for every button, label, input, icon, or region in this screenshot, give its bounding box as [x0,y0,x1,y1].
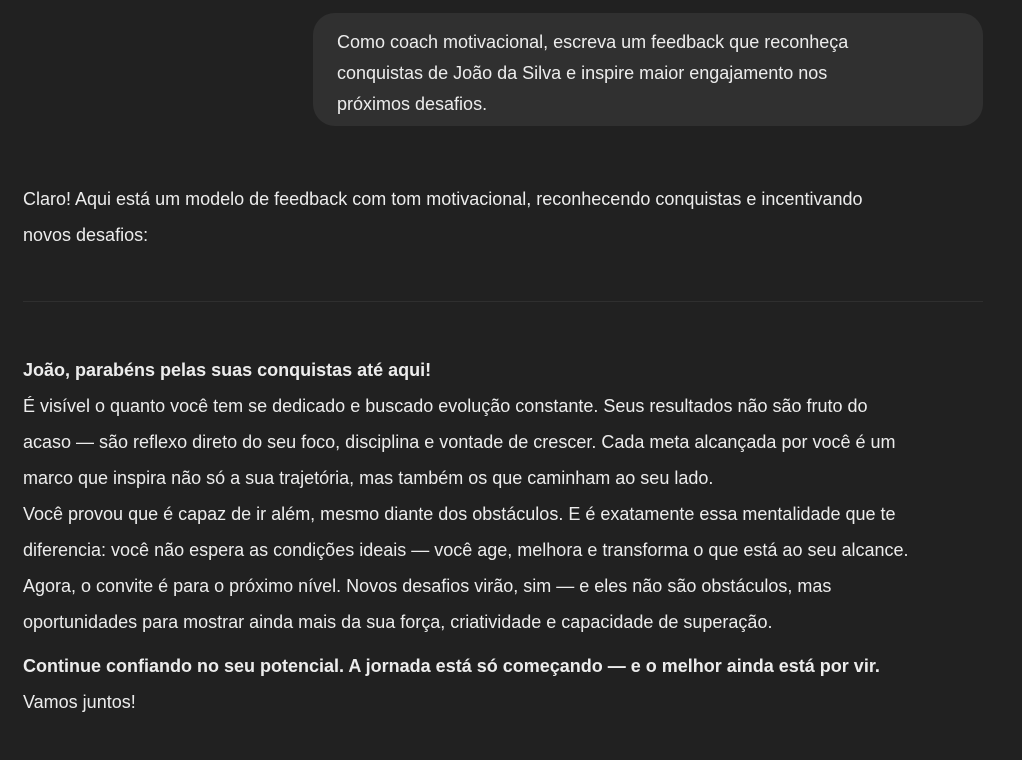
feedback-paragraph-1: É visível o quanto você tem se dedicado e buscado evolução constante. Seus resultados não são fruto do acaso — são reflexo direto do seu foco, disciplina e vontade de crescer. Cada meta alcançada por você é um marco que inspira não só a sua trajetória, mas também os que caminham ao seu lado. [23,396,896,488]
feedback-closing-bold: Continue confiando no seu potencial. A jornada está só começando — e o melhor ainda está por vir. [23,656,880,676]
user-message-text: Como coach motivacional, escreva um feedback que reconheça conquistas de João da Silva e inspire maior engajamento nos próximos desafios. [337,32,849,114]
assistant-intro [23,181,989,253]
feedback-heading: João, parabéns pelas suas conquistas até aqui! [23,360,432,380]
user-message-bubble [313,13,983,126]
feedback-closing-plain: Vamos juntos! [23,692,136,712]
assistant-feedback-body [23,352,989,720]
feedback-paragraph-3: Agora, o convite é para o próximo nível. Novos desafios virão, sim — e eles não são obstáculos, mas oportunidades para mostrar ainda mais da sua força, criatividade e capacidade de superação. [23,576,832,632]
feedback-closing [23,648,989,720]
horizontal-divider [23,301,983,302]
assistant-intro-text: Claro! Aqui está um modelo de feedback com tom motivacional, reconhecendo conquistas e incentivando novos desafios: [23,189,863,245]
feedback-paragraph-2: Você provou que é capaz de ir além, mesmo diante dos obstáculos. E é exatamente essa mentalidade que te diferencia: você não espera as condições ideais — você age, melhora e transforma o que está ao seu alcance. [23,504,909,560]
